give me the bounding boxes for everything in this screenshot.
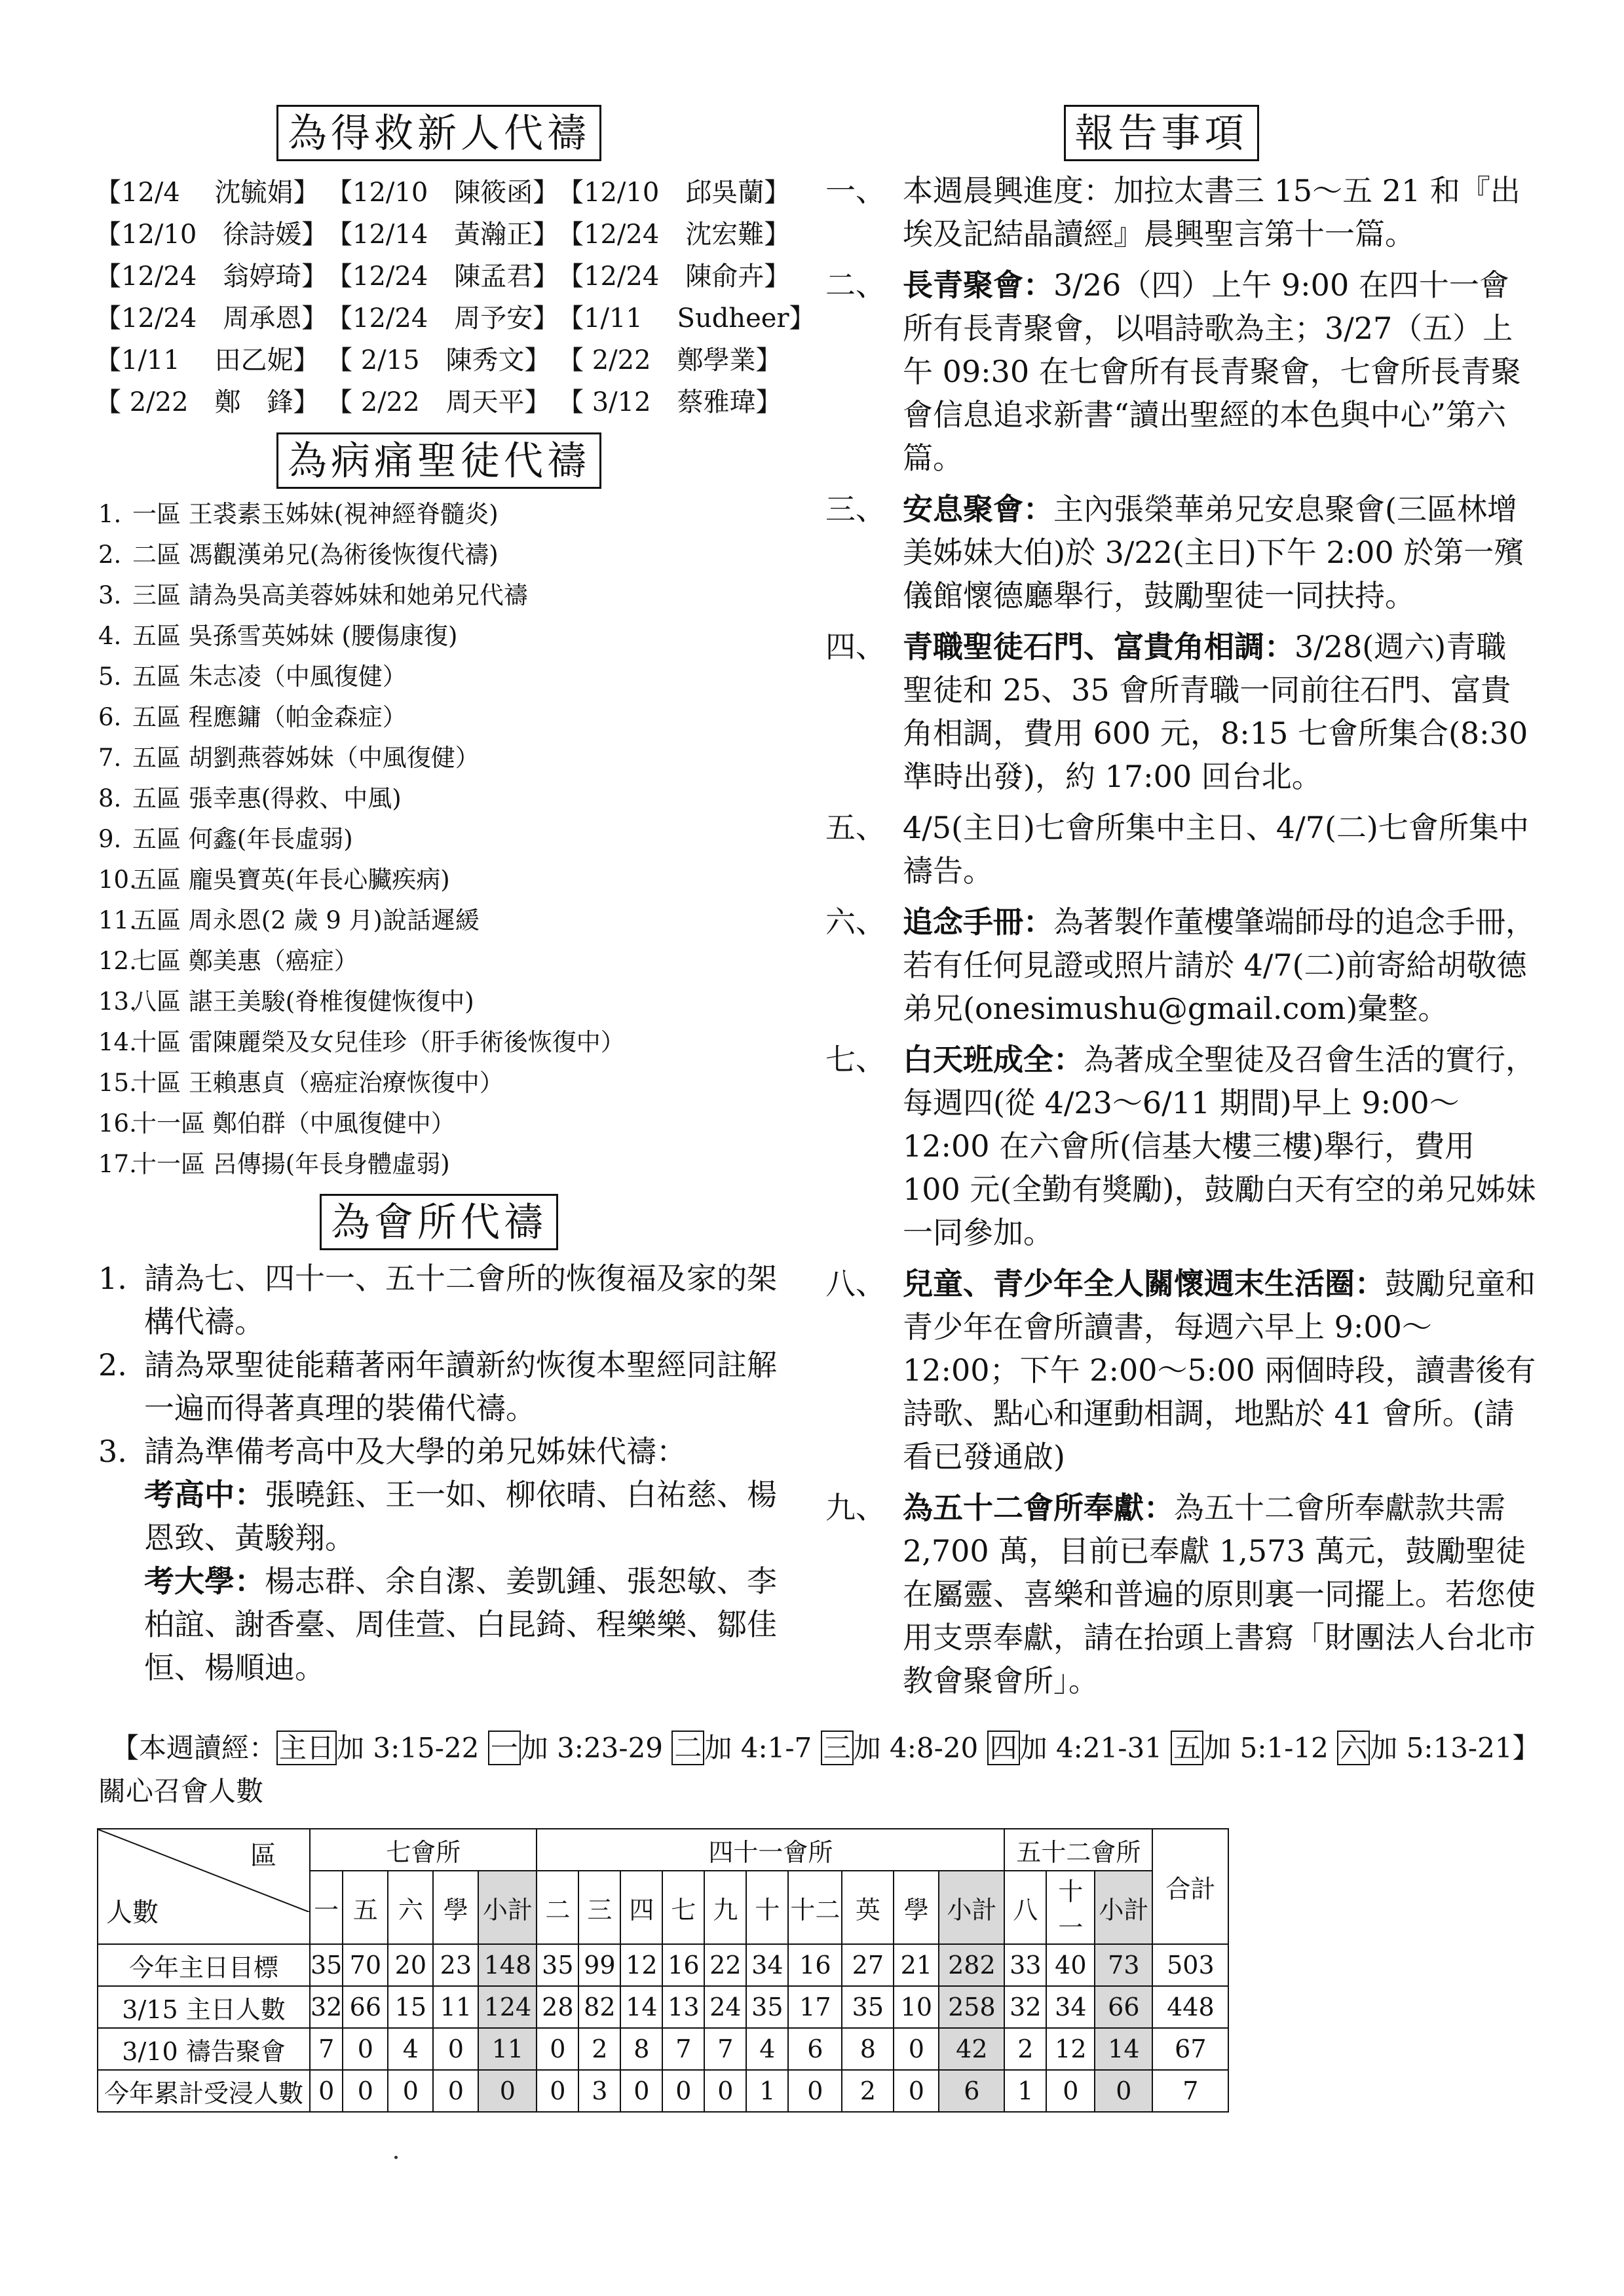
- table-cell: 124: [478, 1986, 537, 2028]
- table-row: [98, 1944, 1228, 1986]
- new-person: 【12/10 陳筱函】: [326, 178, 559, 208]
- reading-day: 五: [1171, 1731, 1203, 1765]
- table-cell: 258: [939, 1986, 1004, 2028]
- table-cell: 28: [537, 1986, 578, 2028]
- row-label: 今年累計受浸人數: [98, 2070, 310, 2112]
- new-person: 【12/24 沈宏難】: [557, 220, 791, 250]
- reading-day: 三: [821, 1731, 854, 1765]
- table-cell: 14: [620, 1986, 662, 2028]
- table-cell: 14: [1095, 2028, 1152, 2070]
- table-cell: 3: [578, 2070, 620, 2112]
- row-label: 3/10 禱告聚會: [98, 2028, 310, 2070]
- high-school-label: 考高中：: [144, 1477, 265, 1512]
- table-cell: 22: [704, 1944, 746, 1986]
- new-people-row: [95, 214, 793, 256]
- left-column: [95, 105, 816, 1689]
- table-cell: 34: [746, 1944, 788, 1986]
- list-item: 5. 五區 朱志凌（中風復健）: [98, 662, 407, 691]
- new-person: 【12/4 沈毓娟】: [95, 178, 320, 208]
- table-cell: 17: [788, 1986, 842, 2028]
- new-person: 【12/10 徐詩媛】: [95, 220, 328, 250]
- table-cell: 0: [343, 2070, 388, 2112]
- reading-day: 一: [488, 1731, 521, 1765]
- new-people-row: [95, 256, 793, 297]
- district-header: 六: [388, 1871, 433, 1944]
- table-cell: 66: [343, 1986, 388, 2028]
- new-people-heading: 為得救新人代禱: [276, 105, 601, 161]
- district-header: 二: [537, 1871, 578, 1944]
- table-cell: 0: [894, 2070, 939, 2112]
- row-label: 3/15 主日人數: [98, 1986, 310, 2028]
- reading-day: 六: [1337, 1731, 1370, 1765]
- table-cell: 42: [939, 2028, 1004, 2070]
- sick-list: [98, 494, 793, 1185]
- halls-heading: 為會所代禱: [320, 1194, 558, 1250]
- list-item: 14.十區 雷陳麗榮及女兒佳珍（肝手術後恢復中）: [98, 1028, 625, 1056]
- sick-heading: 為病痛聖徒代禱: [276, 432, 601, 489]
- table-cell: 12: [1046, 2028, 1095, 2070]
- table-cell: 24: [704, 1986, 746, 2028]
- table-cell: 0: [537, 2028, 578, 2070]
- reading-day: 二: [671, 1731, 704, 1765]
- reading-day: 四: [987, 1731, 1020, 1765]
- table-cell: 70: [343, 1944, 388, 1986]
- district-header: 九: [704, 1871, 746, 1944]
- table-cell: 8: [620, 2028, 662, 2070]
- list-item: 6. 五區 程應鏞（帕金森症）: [98, 703, 407, 731]
- table-cell: 23: [433, 1944, 478, 1986]
- district-header: 十二: [788, 1871, 842, 1944]
- table-cell: 4: [746, 2028, 788, 2070]
- list-item: 12.七區 鄭美惠（癌症）: [98, 947, 358, 975]
- table-cell: 0: [662, 2070, 704, 2112]
- table-cell: 1: [746, 2070, 788, 2112]
- table-cell: 0: [388, 2070, 433, 2112]
- list-item: 10.五區 龐吳寶英(年長心臟疾病): [98, 866, 450, 894]
- table-cell: 11: [433, 1986, 478, 2028]
- list-item: 8. 五區 張幸惠(得救、中風): [98, 784, 402, 813]
- table-cell: 32: [1004, 1986, 1046, 2028]
- new-person: 【1/11 田乙妮】: [95, 345, 320, 375]
- table-cell: 12: [620, 1944, 662, 1986]
- announcement-item: 八、 兒童、青少年全人關懷週末生活圈：鼓勵兒童和青少年在會所讀書，每週六早上 9:00～12:00；下午 2:00～5:00 兩個時段，讀書後有詩歌、點心和運動相調，地點於 41 會所。(請看已發通啟): [825, 1266, 1536, 1474]
- list-item: 17.十一區 呂傳揚(年長身體虛弱): [98, 1150, 450, 1178]
- table-cell: 0: [1095, 2070, 1152, 2112]
- table-cell: 35: [537, 1944, 578, 1986]
- announcement-item: 四、 青職聖徒石門、富貴角相調：3/28(週六)青職聖徒和 25、35 會所青職一同前往石門、富貴角相調，費用 600 元，8:15 七會所集合(8:30 準時出發)，約 17:00 回台北。: [825, 629, 1528, 794]
- new-person: 【 3/12 蔡雅瑋】: [557, 387, 782, 417]
- table-cell: 13: [662, 1986, 704, 2028]
- announcement-item: 七、 白天班成全：為著成全聖徒及召會生活的實行，每週四(從 4/23～6/11 期間)早上 9:00～12:00 在六會所(信基大樓三樓)舉行，費用 100 元(全勤有獎勵)，鼓勵白天有空的弟兄姊妹一同參加。: [825, 1042, 1536, 1250]
- district-header: 英: [842, 1871, 894, 1944]
- table-cell: 8: [842, 2028, 894, 2070]
- table-cell: 10: [894, 1986, 939, 2028]
- announcement-item: 一、 本週晨興進度：加拉太書三 15～五 21 和『出埃及記結晶讀經』晨興聖言第十一篇。: [825, 173, 1520, 252]
- table-cell: 0: [620, 2070, 662, 2112]
- table-cell: 27: [842, 1944, 894, 1986]
- table-cell: 40: [1046, 1944, 1095, 1986]
- table-cell: 11: [478, 2028, 537, 2070]
- district-header: 四: [620, 1871, 662, 1944]
- new-person: 【12/14 黃瀚正】: [326, 220, 559, 250]
- halls-heading-wrap: [85, 1194, 793, 1250]
- new-person: 【 2/22 鄭學業】: [557, 345, 782, 375]
- list-item: 4. 五區 吳孫雪英姊妹 (腰傷康復): [98, 622, 458, 650]
- university-label: 考大學：: [144, 1563, 265, 1599]
- district-header: 五: [343, 1871, 388, 1944]
- table-cell: 282: [939, 1944, 1004, 1986]
- list-item: 13.八區 諶王美駿(脊椎復健恢復中): [98, 987, 474, 1016]
- table-cell: 6: [939, 2070, 1004, 2112]
- table-cell: 15: [388, 1986, 433, 2028]
- table-cell: 2: [578, 2028, 620, 2070]
- table-row: [98, 2070, 1228, 2112]
- district-header: 十: [746, 1871, 788, 1944]
- table-cell: 6: [788, 2028, 842, 2070]
- announcement-item: 二、 長青聚會：3/26（四）上午 9:00 在四十一會所有長青聚會，以唱詩歌為主；3/27（五）上午 09:30 在七會所有長青聚會，七會所長青聚會信息追求新書“讀出聖經的本色與中心”第六篇。: [825, 267, 1521, 476]
- list-item: 1. 一區 王裘素玉姊妹(視神經脊髓炎): [98, 500, 499, 528]
- table-cell: 32: [310, 1986, 343, 2028]
- list-item: 9. 五區 何鑫(年長虛弱): [98, 825, 353, 853]
- district-header: 三: [578, 1871, 620, 1944]
- list-item: 7. 五區 胡劉燕蓉姊妹（中風復健）: [98, 744, 480, 772]
- report-heading: 報告事項: [1064, 105, 1259, 161]
- table-cell: 448: [1152, 1986, 1228, 2028]
- list-item: 2. 請為眾聖徒能藉著兩年讀新約恢復本聖經同註解一遍而得著真理的裝備代禱。: [98, 1347, 777, 1426]
- attendance-title: 關心召會人數: [98, 1775, 264, 1807]
- table-cell: 82: [578, 1986, 620, 2028]
- table-cell: 0: [537, 2070, 578, 2112]
- new-people-row: [95, 297, 816, 339]
- table-cell: 0: [894, 2028, 939, 2070]
- table-cell: 35: [310, 1944, 343, 1986]
- table-cell: 7: [1152, 2070, 1228, 2112]
- table-cell: 0: [433, 2028, 478, 2070]
- district-header: 小計: [1095, 1871, 1152, 1944]
- reading-day: 主日: [276, 1731, 337, 1765]
- table-cell: 7: [310, 2028, 343, 2070]
- row-label: 今年主日目標: [98, 1944, 310, 1986]
- table-cell: 21: [894, 1944, 939, 1986]
- sick-heading-wrap: [85, 432, 793, 489]
- right-column: [825, 105, 1536, 1710]
- table-cell: 148: [478, 1944, 537, 1986]
- table-cell: 0: [478, 2070, 537, 2112]
- announcement-list: [825, 169, 1536, 1702]
- new-person: 【 2/15 陳秀文】: [326, 345, 551, 375]
- new-people-row: [95, 381, 793, 423]
- hall-header: 四十一會所: [537, 1829, 1004, 1871]
- announcement-item: 九、 為五十二會所奉獻：為五十二會所奉獻款共需 2,700 萬，目前已奉獻 1,573 萬元，鼓勵聖徒在屬靈、喜樂和普遍的原則裏一同擺上。若您使用支票奉獻，請在抬頭上書寫「財團法人台北市教會聚會所」。: [825, 1490, 1536, 1698]
- list-item: 3. 三區 請為吳高美蓉姊妹和她弟兄代禱: [98, 581, 528, 609]
- table-cell: 0: [310, 2070, 343, 2112]
- table-cell: 4: [388, 2028, 433, 2070]
- new-person: 【12/24 翁婷琦】: [95, 261, 328, 292]
- table-row: [98, 2028, 1228, 2070]
- table-cell: 73: [1095, 1944, 1152, 1986]
- list-item: 15.十區 王賴惠貞（癌症治療恢復中）: [98, 1069, 504, 1097]
- halls-prayer-list: [98, 1257, 793, 1473]
- university-exam-list: 考大學：楊志群、余自潔、姜凱鍾、張恕敏、李柏誼、謝香臺、周佳萱、白昆錡、程樂樂、鄒佳恒、楊順迪。: [144, 1563, 777, 1685]
- table-cell: 66: [1095, 1986, 1152, 2028]
- district-header: 學: [894, 1871, 939, 1944]
- table-cell: 34: [1046, 1986, 1095, 2028]
- announcement-item: 五、 4/5(主日)七會所集中主日、4/7(二)七會所集中禱告。: [825, 810, 1529, 889]
- new-person: 【12/24 陳俞卉】: [557, 261, 791, 292]
- table-cell: 2: [1004, 2028, 1046, 2070]
- table-cell: 7: [662, 2028, 704, 2070]
- new-person: 【 2/22 周天平】: [326, 387, 551, 417]
- new-person: 【12/24 陳孟君】: [326, 261, 559, 292]
- total-header: 合計: [1152, 1829, 1228, 1944]
- list-item: 16.十一區 鄭伯群（中風復健中）: [98, 1109, 455, 1138]
- table-cell: 35: [842, 1986, 894, 2028]
- high-school-exam-list: 考高中：張曉鈺、王一如、柳依晴、白祐慈、楊恩致、黃駿翔。: [144, 1477, 777, 1556]
- announcement-item: 三、 安息聚會：主內張榮華弟兄安息聚會(三區林增美姊妹大伯)於 3/22(主日)下午 2:00 於第一殯儀館懷德廳舉行，鼓勵聖徒一同扶持。: [825, 491, 1524, 613]
- new-person: 【12/24 周承恩】: [95, 303, 328, 334]
- district-header: 八: [1004, 1871, 1046, 1944]
- district-header: 七: [662, 1871, 704, 1944]
- table-cell: 16: [662, 1944, 704, 1986]
- table-row: [98, 1986, 1228, 2028]
- new-people-list: [95, 172, 816, 423]
- new-person: 【12/10 邱吳蘭】: [557, 178, 791, 208]
- attendance-table: [97, 1828, 1229, 2113]
- new-person: 【12/24 周予安】: [326, 303, 559, 334]
- list-item: 3. 請為準備考高中及大學的弟兄姊妹代禱：: [98, 1434, 687, 1469]
- district-header: 十一: [1046, 1871, 1095, 1944]
- hall-header: 五十二會所: [1004, 1829, 1152, 1871]
- table-cell: 35: [746, 1986, 788, 2028]
- table-cell: 0: [433, 2070, 478, 2112]
- district-header: 小計: [939, 1871, 1004, 1944]
- table-cell: 0: [343, 2028, 388, 2070]
- table-cell: 1: [1004, 2070, 1046, 2112]
- list-item: 1. 請為七、四十一、五十二會所的恢復福及家的架構代禱。: [98, 1261, 777, 1339]
- announcement-item: 六、 追念手冊：為著製作董樓肇端師母的追念手冊，若有任何見證或照片請於 4/7(二)前寄給胡敬德弟兄(onesimushu@gmail.com)彙整。: [825, 904, 1536, 1026]
- weekly-reading: 【本週讀經：主日加 3:15-22 一加 3:23-29 二加 4:1-7 三加 4:8-20 四加 4:21-31 五加 5:1-12 六加 5:13-21】: [111, 1732, 1540, 1764]
- new-people-row: [95, 172, 793, 214]
- new-people-row: [95, 339, 793, 381]
- table-cell: 20: [388, 1944, 433, 1986]
- new-person: 【1/11 Sudheer】: [557, 303, 816, 334]
- district-header: 小計: [478, 1871, 537, 1944]
- table-cell: 2: [842, 2070, 894, 2112]
- table-cell: 0: [704, 2070, 746, 2112]
- list-item: 11.五區 周永恩(2 歲 9 月)說話遲緩: [98, 906, 480, 934]
- new-people-heading-wrap: [85, 105, 793, 161]
- speck: [394, 2156, 398, 2159]
- district-header: 學: [433, 1871, 478, 1944]
- table-cell: 33: [1004, 1944, 1046, 1986]
- corner-header: 區 人數: [98, 1829, 310, 1944]
- district-header: 一: [310, 1871, 343, 1944]
- hall-header: 七會所: [310, 1829, 537, 1871]
- table-cell: 99: [578, 1944, 620, 1986]
- table-cell: 503: [1152, 1944, 1228, 1986]
- table-cell: 67: [1152, 2028, 1228, 2070]
- list-item: 2. 二區 馮觀漢弟兄(為術後恢復代禱): [98, 541, 499, 569]
- table-cell: 7: [704, 2028, 746, 2070]
- report-heading-wrap: [786, 105, 1536, 161]
- table-cell: 16: [788, 1944, 842, 1986]
- table-cell: 0: [1046, 2070, 1095, 2112]
- table-cell: 0: [788, 2070, 842, 2112]
- new-person: 【 2/22 鄭 鋒】: [95, 387, 320, 417]
